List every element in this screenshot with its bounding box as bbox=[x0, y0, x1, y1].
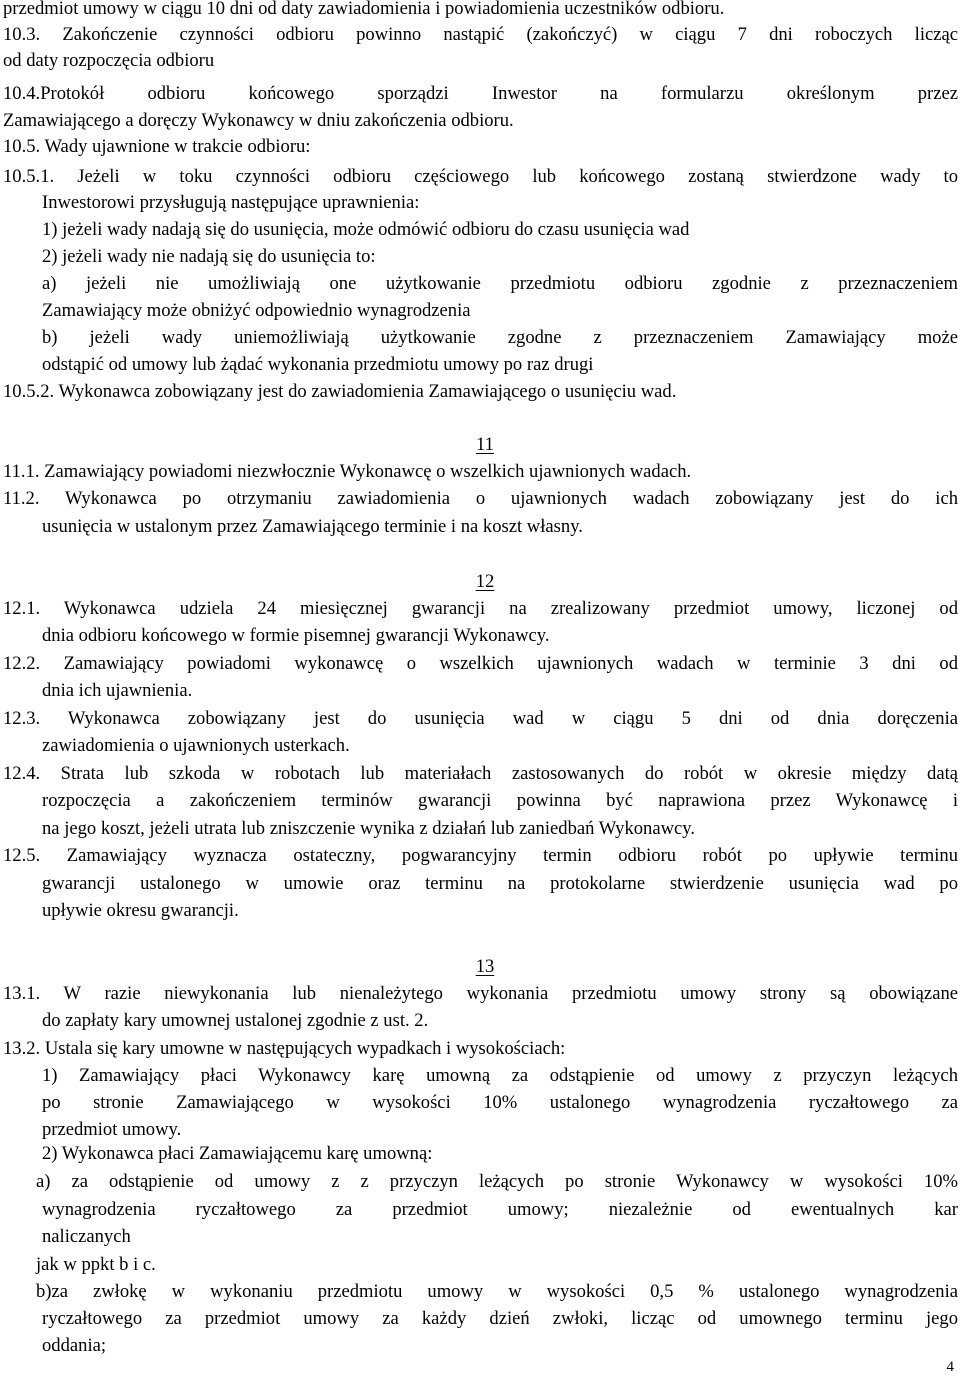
text-line: 1) jeżeli wady nadają się do usunięcia, może odmówić odbioru do czasu usunięcia wad bbox=[42, 219, 690, 240]
text-line: 11.1. Zamawiający powiadomi niezwłocznie Wykonawcę o wszelkich ujawnionych wadach. bbox=[3, 461, 692, 482]
text-line: 10.4.Protokół odbioru końcowego sporządzi Inwestor na formularzu określonym przez bbox=[3, 83, 958, 104]
text-line: do zapłaty kary umownej ustalonej zgodnie z ust. 2. bbox=[42, 1010, 429, 1031]
text-line: 10.5. Wady ujawnione w trakcie odbioru: bbox=[3, 136, 311, 157]
text-line: oddania; bbox=[42, 1335, 107, 1356]
text-line: wynagrodzenia ryczałtowego za przedmiot umowy; niezależnie od ewentualnych kar bbox=[42, 1199, 958, 1220]
text-line: na jego koszt, jeżeli utrata lub zniszczenie wynika z działań lub zaniedbań Wykonawcy. bbox=[42, 818, 696, 839]
text-line: rozpoczęcia a zakończeniem terminów gwarancji powinna być naprawiona przez Wykonawcę i bbox=[42, 790, 958, 811]
text-line: 12.4. Strata lub szkoda w robotach lub materiałach zastosowanych do robót w okresie między datą bbox=[3, 763, 958, 784]
section-heading-12: 12 bbox=[475, 571, 495, 592]
text-line: 2) jeżeli wady nie nadają się do usunięcia to: bbox=[42, 246, 376, 267]
text-line: 10.5.1. Jeżeli w toku czynności odbioru częściowego lub końcowego zostaną stwierdzone wady to bbox=[3, 166, 958, 187]
text-line: 1) Zamawiający płaci Wykonawcy karę umowną za odstąpienie od umowy z przyczyn leżących bbox=[42, 1065, 958, 1086]
text-line: jak w ppkt b i c. bbox=[36, 1254, 156, 1275]
text-line: b)za zwłokę w wykonaniu przedmiotu umowy w wysokości 0,5 % ustalonego wynagrodzenia bbox=[36, 1281, 958, 1302]
text-line: 10.3. Zakończenie czynności odbioru powinno nastąpić (zakończyć) w ciągu 7 dni roboczych licząc bbox=[3, 24, 958, 45]
text-line: 13.1. W razie niewykonania lub nienależytego wykonania przedmiotu umowy strony są obowiązane bbox=[3, 983, 958, 1004]
text-line: przedmiot umowy w ciągu 10 dni od daty zawiadomienia i powiadomienia uczestników odbioru. bbox=[3, 0, 725, 19]
text-line: Inwestorowi przysługują następujące uprawnienia: bbox=[42, 192, 420, 213]
text-line: upływie okresu gwarancji. bbox=[42, 900, 239, 921]
section-heading-11: 11 bbox=[476, 434, 494, 455]
text-line: naliczanych bbox=[42, 1226, 131, 1247]
text-line: 12.1. Wykonawca udziela 24 miesięcznej gwarancji na zrealizowany przedmiot umowy, liczonej od bbox=[3, 598, 958, 619]
text-line: zawiadomienia o ujawnionych usterkach. bbox=[42, 735, 350, 756]
text-line: Zamawiającego a doręczy Wykonawcy w dniu zakończenia odbioru. bbox=[3, 110, 514, 131]
text-line: dnia odbioru końcowego w formie pisemnej gwarancji Wykonawcy. bbox=[42, 625, 550, 646]
text-line: b) jeżeli wady uniemożliwiają użytkowanie zgodne z przeznaczeniem Zamawiający może bbox=[42, 327, 958, 348]
text-line: usunięcia w ustalonym przez Zamawiającego terminie i na koszt własny. bbox=[42, 516, 583, 537]
page-number: 4 bbox=[946, 1359, 954, 1375]
text-line: 12.5. Zamawiający wyznacza ostateczny, pogwarancyjny termin odbioru robót po upływie terminu bbox=[3, 845, 958, 866]
text-line: 2) Wykonawca płaci Zamawiającemu karę umowną: bbox=[42, 1143, 433, 1164]
text-line: przedmiot umowy. bbox=[42, 1119, 182, 1140]
text-line: dnia ich ujawnienia. bbox=[42, 680, 193, 701]
text-line: 12.2. Zamawiający powiadomi wykonawcę o wszelkich ujawnionych wadach w terminie 3 dni od bbox=[3, 653, 958, 674]
text-line: 13.2. Ustala się kary umowne w następujących wypadkach i wysokościach: bbox=[3, 1038, 566, 1059]
text-line: 10.5.2. Wykonawca zobowiązany jest do zawiadomienia Zamawiającego o usunięciu wad. bbox=[3, 381, 677, 402]
text-line: Zamawiający może obniżyć odpowiednio wynagrodzenia bbox=[42, 300, 471, 321]
text-line: ryczałtowego za przedmiot umowy za każdy dzień zwłoki, licząc od umownego terminu jego bbox=[42, 1308, 958, 1329]
text-line: od daty rozpoczęcia odbioru bbox=[3, 50, 215, 71]
section-heading-13: 13 bbox=[475, 956, 495, 977]
text-line: po stronie Zamawiającego w wysokości 10% ustalonego wynagrodzenia ryczałtowego za bbox=[42, 1092, 958, 1113]
text-line: odstąpić od umowy lub żądać wykonania przedmiotu umowy po raz drugi bbox=[42, 354, 594, 375]
text-line: gwarancji ustalonego w umowie oraz terminu na protokolarne stwierdzenie usunięcia wad po bbox=[42, 873, 958, 894]
text-line: a) jeżeli nie umożliwiają one użytkowanie przedmiotu odbioru zgodnie z przeznaczeniem bbox=[42, 273, 958, 294]
text-line: a) za odstąpienie od umowy z z przyczyn leżących po stronie Wykonawcy w wysokości 10% bbox=[36, 1171, 958, 1192]
text-line: 11.2. Wykonawca po otrzymaniu zawiadomienia o ujawnionych wadach zobowiązany jest do ich bbox=[3, 488, 958, 509]
text-line: 12.3. Wykonawca zobowiązany jest do usunięcia wad w ciągu 5 dni od dnia doręczenia bbox=[3, 708, 958, 729]
